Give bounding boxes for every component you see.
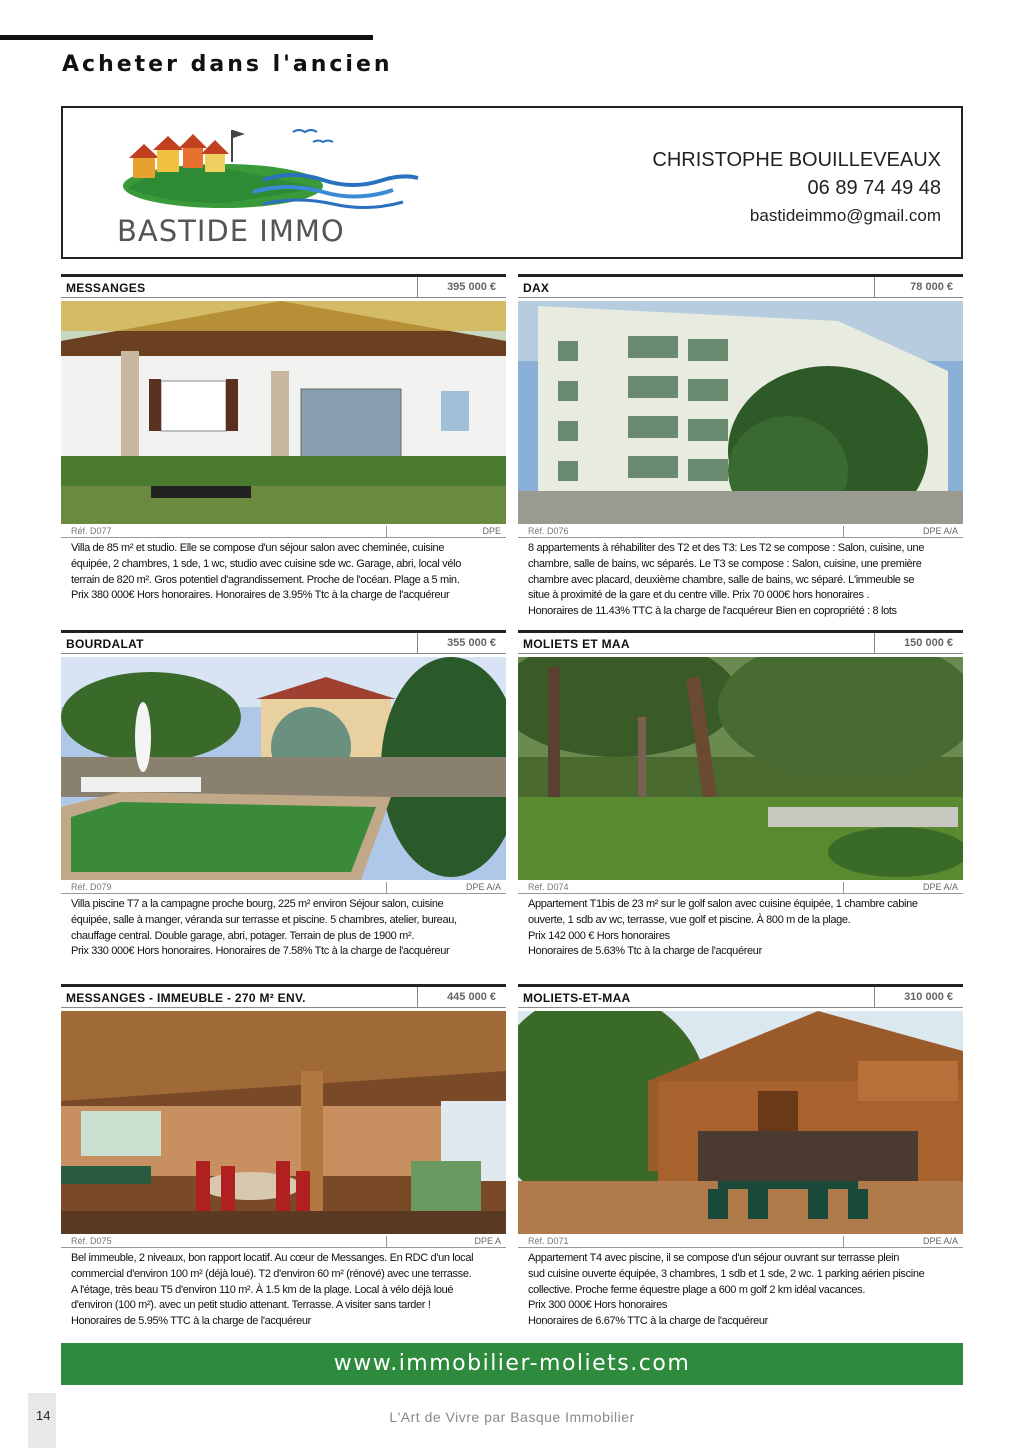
listing-name: MOLIETS ET MAA (523, 637, 630, 651)
listing-description: Bel immeuble, 2 niveaux, bon rapport locatif. Au cœur de Messanges. En RDC d'un local commercial d'environ 100 m² (déjà loué). T2 d'environ 60 m² (rénové) avec une terrasse. A l'étage, très beau T5 d'environ 110 m². À 1.5 km de la plage. Local à vélo déjà loué d'environ (100 m²). avec un petit studio attenant. Terrasse. A visiter sans tarder ! Honoraires de 5.95% TTC à la charge de l'acquéreur (71, 1252, 474, 1328)
listing-header (61, 274, 506, 298)
agency-logo-name: BASTIDE IMMO (117, 214, 345, 248)
listing-description: Villa piscine T7 a la campagne proche bourg, 225 m² environ Séjour salon, cuisine équipée, salle à manger, véranda sur terrasse et piscine. 5 chambres, atelier, bureau, chauffage central. Double garage, abri, potager. Terrain de plus de 1900 m². Prix 330 000€ Hors honoraires. Honoraires de 7.58% Ttc à la charge de l'acquéreur (71, 898, 457, 958)
agency-contact-name: CHRISTOPHE BOUILLEVEAUX (652, 149, 941, 171)
website-banner[interactable]: www.immobilier-moliets.com (61, 1343, 963, 1385)
listing-name: BOURDALAT (66, 637, 144, 651)
listing-name: DAX (523, 281, 550, 295)
listing-price: 78 000 € (874, 277, 963, 297)
listing-photo (61, 657, 506, 880)
logo-graphic-icon (113, 118, 433, 218)
listing-dpe: DPE A/A (843, 526, 958, 538)
listing-dpe: DPE A/A (843, 882, 958, 894)
listing-dpe: DPE A (386, 1236, 501, 1248)
page-number: 14 (36, 1408, 51, 1423)
listing-price: 355 000 € (417, 633, 506, 653)
agency-email: bastideimmo@gmail.com (749, 206, 941, 225)
listing-header (518, 274, 963, 298)
listing-ref: Réf. D074 (528, 882, 569, 892)
listing-ref-bar (61, 526, 506, 538)
listing-ref-bar (518, 526, 963, 538)
listing-photo (61, 1011, 506, 1234)
listing-photo (518, 657, 963, 880)
listing-price: 395 000 € (417, 277, 506, 297)
agency-box (61, 106, 963, 259)
listing-price: 445 000 € (417, 987, 506, 1007)
listing-description: Villa de 85 m² et studio. Elle se compose d'un séjour salon avec cheminée, cuisine équipée, 2 chambres, 1 sde, 1 wc, studio avec cuisine sde wc. Garage, abri, local vélo terrain de 820 m². Gros potentiel d'agrandissement. Proche de l'océan. Plage a 5 min. Prix 380 000€ Hors honoraires. Honoraires de 3.95% Ttc à la charge de l'acquéreur (71, 542, 461, 602)
listing-header (61, 630, 506, 654)
agency-contact (652, 146, 941, 230)
listing-ref: Réf. D079 (71, 882, 112, 892)
listing-ref-bar (518, 882, 963, 894)
listing-photo (518, 1011, 963, 1234)
listing-ref: Réf. D076 (528, 526, 569, 536)
listing-header (61, 984, 506, 1008)
agency-phone: 06 89 74 49 48 (807, 177, 941, 199)
listing-name: MESSANGES (66, 281, 146, 295)
listing-ref: Réf. D075 (71, 1236, 112, 1246)
listing-ref: Réf. D071 (528, 1236, 569, 1246)
listing-description: 8 appartements à réhabiliter des T2 et des T3: Les T2 se compose : Salon, cuisine, une chambre, salle de bains, wc séparés. Le T3 se compose : Salon, cuisine, une première chambre avec placard, deuxième chambre, salle de bains, wc séparé. L'immeuble se situe à proximité de la gare et du centre ville. Prix 70 000€ hors honoraires . Honoraires de 11.43% TTC à la charge de l'acquéreur Bien en copropriété : 8 lots (528, 542, 925, 618)
footer-tagline: L'Art de Vivre par Basque Immobilier (389, 1409, 635, 1425)
listing-description: Appartement T1bis de 23 m² sur le golf salon avec cuisine équipée, 1 chambre cabine ouverte, 1 sdb av wc, terrasse, vue golf et piscine. À 800 m de la plage. Prix 142 000 € Hors honoraires Honoraires de 5.63% Ttc à la charge de l'acquéreur (528, 898, 918, 958)
listing-dpe: DPE A/A (843, 1236, 958, 1248)
listing-photo (518, 301, 963, 524)
listing-photo (61, 301, 506, 524)
listing-ref-bar (61, 882, 506, 894)
listing-price: 310 000 € (874, 987, 963, 1007)
listing-name: MOLIETS-ET-MAA (523, 991, 631, 1005)
listing-ref-bar (61, 1236, 506, 1248)
section-title: Acheter dans l'ancien (62, 52, 393, 77)
listing-dpe: DPE A/A (386, 882, 501, 894)
listing-price: 150 000 € (874, 633, 963, 653)
top-rule (0, 35, 373, 40)
listing-name: MESSANGES - IMMEUBLE - 270 M² ENV. (66, 991, 306, 1005)
listing-dpe: DPE (386, 526, 501, 538)
listing-description: Appartement T4 avec piscine, il se compose d'un séjour ouvrant sur terrasse plein sud cuisine ouverte équipée, 3 chambres, 1 sdb et 1 sde, 2 wc. 1 parking aérien piscine collective. Proche ferme équestre plage a 600 m golf 2 km idéal vacances. Prix 300 000€ Hors honoraires Honoraires de 6.67% TTC à la charge de l'acquéreur (528, 1252, 925, 1328)
listing-ref: Réf. D077 (71, 526, 112, 536)
listing-header (518, 984, 963, 1008)
listing-ref-bar (518, 1236, 963, 1248)
listing-header (518, 630, 963, 654)
